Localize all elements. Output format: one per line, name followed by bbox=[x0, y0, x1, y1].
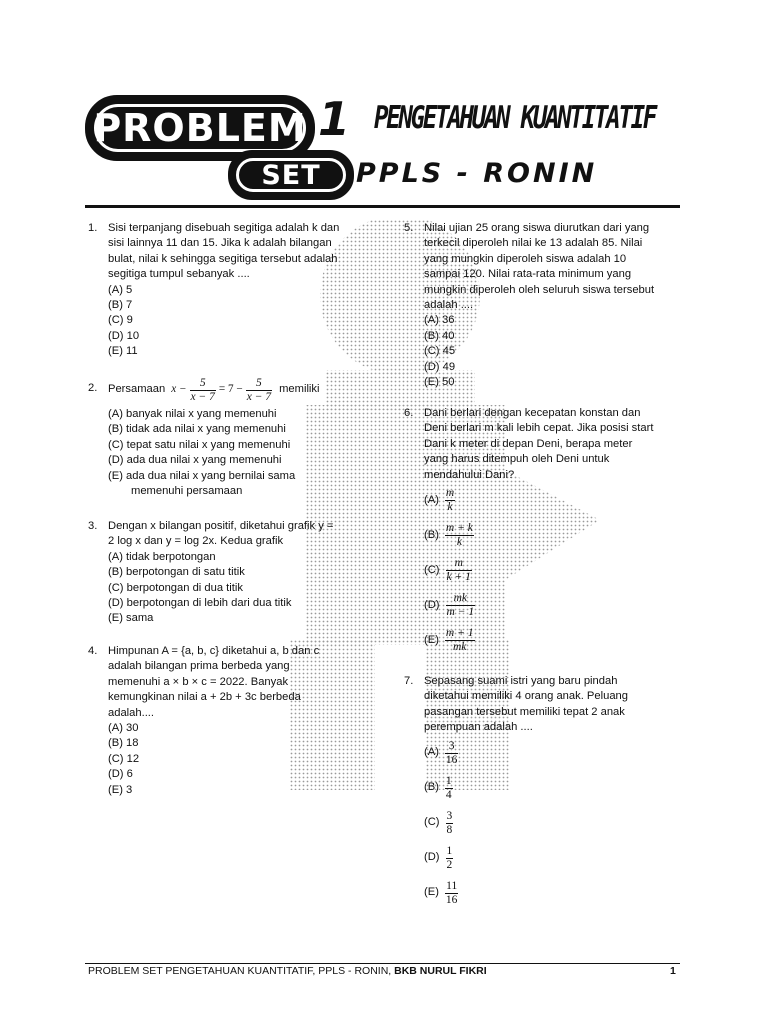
question-text: Dengan x bilangan positif, diketahui grafik y = bbox=[108, 520, 334, 532]
option-d: (D) ada dua nilai x yang memenuhi bbox=[108, 454, 282, 467]
option-c bbox=[424, 806, 628, 841]
footer-title: PROBLEM SET PENGETAHUAN KUANTITATIF, PPLS - RONIN, bbox=[88, 965, 395, 977]
question-number: 7. bbox=[404, 675, 414, 687]
question-text: mungkin diperoleh oleh seluruh siswa tersebut bbox=[424, 283, 655, 296]
question-text: Sepasang suami istri yang baru pindah bbox=[424, 675, 618, 687]
question-text: adalah.... bbox=[108, 706, 155, 719]
logo-number: 1 bbox=[318, 92, 351, 146]
option-b bbox=[424, 518, 653, 553]
option-label: (D) bbox=[424, 851, 440, 864]
option-e: (E) ada dua nilai x yang bernilai sama bbox=[108, 469, 296, 482]
question-text: adalah .... bbox=[424, 299, 474, 312]
fraction bbox=[445, 522, 474, 549]
question-text: Himpunan A = {a, b, c} diketahui a, b dan c bbox=[108, 645, 320, 657]
fraction-denominator: 8 bbox=[446, 823, 453, 836]
question-text: Nilai ujian 25 orang siswa diurutkan dari yang bbox=[424, 222, 650, 234]
fraction bbox=[446, 592, 476, 619]
question-number: 6. bbox=[404, 407, 414, 419]
equation-mid: = 7 − bbox=[218, 383, 243, 396]
fraction-denominator: m − 1 bbox=[446, 606, 475, 619]
fraction bbox=[445, 775, 453, 802]
question-text: Dani berlari dengan kecepatan konstan dan bbox=[424, 407, 641, 419]
option-a: (A) banyak nilai x yang memenuhi bbox=[108, 408, 277, 420]
option-b bbox=[424, 771, 628, 806]
question-text: segitiga tumpul sebanyak .... bbox=[108, 268, 250, 281]
fraction-denominator: 2 bbox=[446, 858, 453, 871]
fraction-denominator: 16 bbox=[445, 753, 458, 766]
option-label: (B) bbox=[424, 528, 439, 541]
fraction-numerator: 1 bbox=[445, 774, 452, 787]
option-e: (E) sama bbox=[108, 612, 154, 625]
option-b: (B) 7 bbox=[108, 299, 133, 312]
option-e: (E) 11 bbox=[108, 345, 138, 358]
option-e bbox=[424, 876, 628, 911]
question-text: kemungkinan nilai a + 2b + 3c berbeda bbox=[108, 691, 301, 704]
option-d bbox=[424, 588, 653, 623]
question-text: adalah bilangan prima berbeda yang bbox=[108, 660, 290, 673]
question-text: perempuan adalah .... bbox=[424, 721, 533, 734]
fraction bbox=[446, 810, 454, 837]
option-a: (A) 5 bbox=[108, 283, 133, 296]
question-text: 2 log x dan y = log 2x. Kedua grafik bbox=[108, 535, 284, 548]
option-a: (A) 30 bbox=[108, 722, 139, 735]
question-text: yang harus ditempuh oleh Deni untuk bbox=[424, 453, 610, 466]
fraction-numerator: m + 1 bbox=[445, 627, 474, 640]
question-text: terkecil diperoleh nilai ke 13 adalah 85. Nilai bbox=[424, 237, 643, 250]
fraction-denominator: k + 1 bbox=[446, 571, 471, 584]
fraction bbox=[445, 487, 455, 514]
question-text: pasangan tersebut memiliki tepat 2 anak bbox=[424, 705, 625, 718]
question-number: 2. bbox=[88, 382, 98, 394]
option-e: (E) 50 bbox=[424, 376, 455, 389]
fraction-numerator: 5 bbox=[190, 377, 216, 391]
fraction-numerator: m bbox=[446, 557, 472, 571]
fraction bbox=[190, 377, 216, 404]
fraction-denominator: x − 7 bbox=[246, 390, 272, 403]
option-d: (D) 6 bbox=[108, 768, 133, 781]
option-a: (A) tidak berpotongan bbox=[108, 550, 216, 563]
fraction-numerator: 11 bbox=[446, 879, 458, 892]
option-label: (A) bbox=[424, 746, 439, 759]
fraction-numerator: 5 bbox=[246, 377, 272, 391]
fraction-denominator: 4 bbox=[445, 788, 452, 801]
question-number: 1. bbox=[88, 222, 98, 234]
equation-left: x − bbox=[171, 383, 187, 396]
question-text: sampai 120. Nilai rata-rata minimum yang bbox=[424, 268, 632, 281]
fraction-numerator: m bbox=[445, 487, 455, 500]
fraction-numerator: 3 bbox=[445, 740, 459, 754]
question-number: 3. bbox=[88, 520, 98, 532]
option-c: (C) 12 bbox=[108, 752, 140, 765]
option-b: (B) berpotongan di satu titik bbox=[108, 566, 245, 579]
option-label: (A) bbox=[424, 493, 439, 506]
question-text: yang mungkin diperoleh siswa adalah 10 bbox=[424, 252, 627, 265]
stem-prefix: Persamaan bbox=[108, 383, 166, 396]
question-text: sisi lainnya 11 dan 15. Jika k adalah bilangan bbox=[108, 237, 332, 250]
question-text: mendahului Dani? bbox=[424, 468, 515, 481]
option-d: (D) 49 bbox=[424, 360, 456, 373]
fraction-numerator: m + k bbox=[445, 522, 473, 535]
fraction bbox=[446, 557, 472, 584]
stem-suffix: memiliki bbox=[279, 383, 320, 396]
fraction-numerator: 1 bbox=[446, 844, 453, 857]
page-title: PENGETAHUAN KUANTITATIF bbox=[374, 100, 656, 136]
page-number: 1 bbox=[670, 965, 676, 977]
fraction-denominator: k bbox=[447, 501, 453, 514]
option-label: (E) bbox=[424, 886, 439, 899]
question-text: diketahui memiliki 4 orang anak. Peluang bbox=[424, 690, 628, 703]
option-a bbox=[424, 483, 653, 518]
option-c: (C) 9 bbox=[108, 314, 133, 327]
fraction-numerator: 3 bbox=[446, 809, 453, 822]
footer-rule bbox=[85, 963, 680, 964]
option-b: (B) tidak ada nilai x yang memenuhi bbox=[108, 423, 286, 436]
option-a: (A) 36 bbox=[424, 314, 455, 327]
question-text: Sisi terpanjang disebuah segitiga adalah k dan bbox=[108, 222, 340, 234]
logo-set bbox=[228, 150, 354, 200]
option-c: (C) tepat satu nilai x yang memenuhi bbox=[108, 438, 291, 451]
question-text: memenuhi a × b × c = 2022. Banyak bbox=[108, 675, 289, 688]
footer-text bbox=[88, 965, 487, 977]
question-text: bulat, nilai k sehingga segitiga tersebut adalah bbox=[108, 252, 338, 265]
header-rule bbox=[85, 205, 680, 208]
option-label: (E) bbox=[424, 633, 439, 646]
option-label: (B) bbox=[424, 781, 439, 794]
option-b: (B) 40 bbox=[424, 329, 455, 342]
option-d bbox=[424, 841, 628, 876]
option-e-continued: memenuhi persamaan bbox=[131, 485, 243, 498]
fraction-denominator: k bbox=[456, 536, 462, 549]
option-c: (C) 45 bbox=[424, 345, 456, 358]
fraction-denominator: mk bbox=[453, 641, 467, 654]
logo-problem-text: PROBLEM bbox=[93, 106, 307, 150]
fraction-denominator: 16 bbox=[445, 893, 458, 906]
question-number: 5. bbox=[404, 222, 414, 234]
fraction bbox=[445, 880, 459, 907]
option-d: (D) berpotongan di lebih dari dua titik bbox=[108, 597, 292, 610]
fraction-denominator: x − 7 bbox=[190, 390, 215, 403]
option-b: (B) 18 bbox=[108, 737, 139, 750]
page-subtitle: PPLS - RONIN bbox=[356, 158, 598, 189]
question-number: 4. bbox=[88, 645, 98, 657]
option-label: (D) bbox=[424, 598, 440, 611]
logo-set-text: SET bbox=[236, 158, 346, 192]
option-label: (C) bbox=[424, 563, 440, 576]
question-text: Deni berlari m kali lebih cepat. Jika posisi start bbox=[424, 422, 654, 435]
footer-publisher: BKB NURUL FIKRI bbox=[394, 965, 487, 977]
fraction bbox=[445, 740, 459, 767]
question-text: Dani k meter di depan Deni, berapa meter bbox=[424, 437, 633, 450]
question-text bbox=[108, 373, 320, 407]
option-d: (D) 10 bbox=[108, 329, 140, 342]
fraction bbox=[246, 377, 272, 404]
option-a bbox=[424, 736, 628, 771]
option-e bbox=[424, 623, 653, 658]
option-c bbox=[424, 553, 653, 588]
option-c: (C) berpotongan di dua titik bbox=[108, 581, 243, 594]
fraction bbox=[445, 627, 475, 654]
option-label: (C) bbox=[424, 816, 440, 829]
option-e: (E) 3 bbox=[108, 783, 133, 796]
fraction bbox=[446, 845, 454, 872]
fraction-numerator: mk bbox=[446, 592, 476, 606]
